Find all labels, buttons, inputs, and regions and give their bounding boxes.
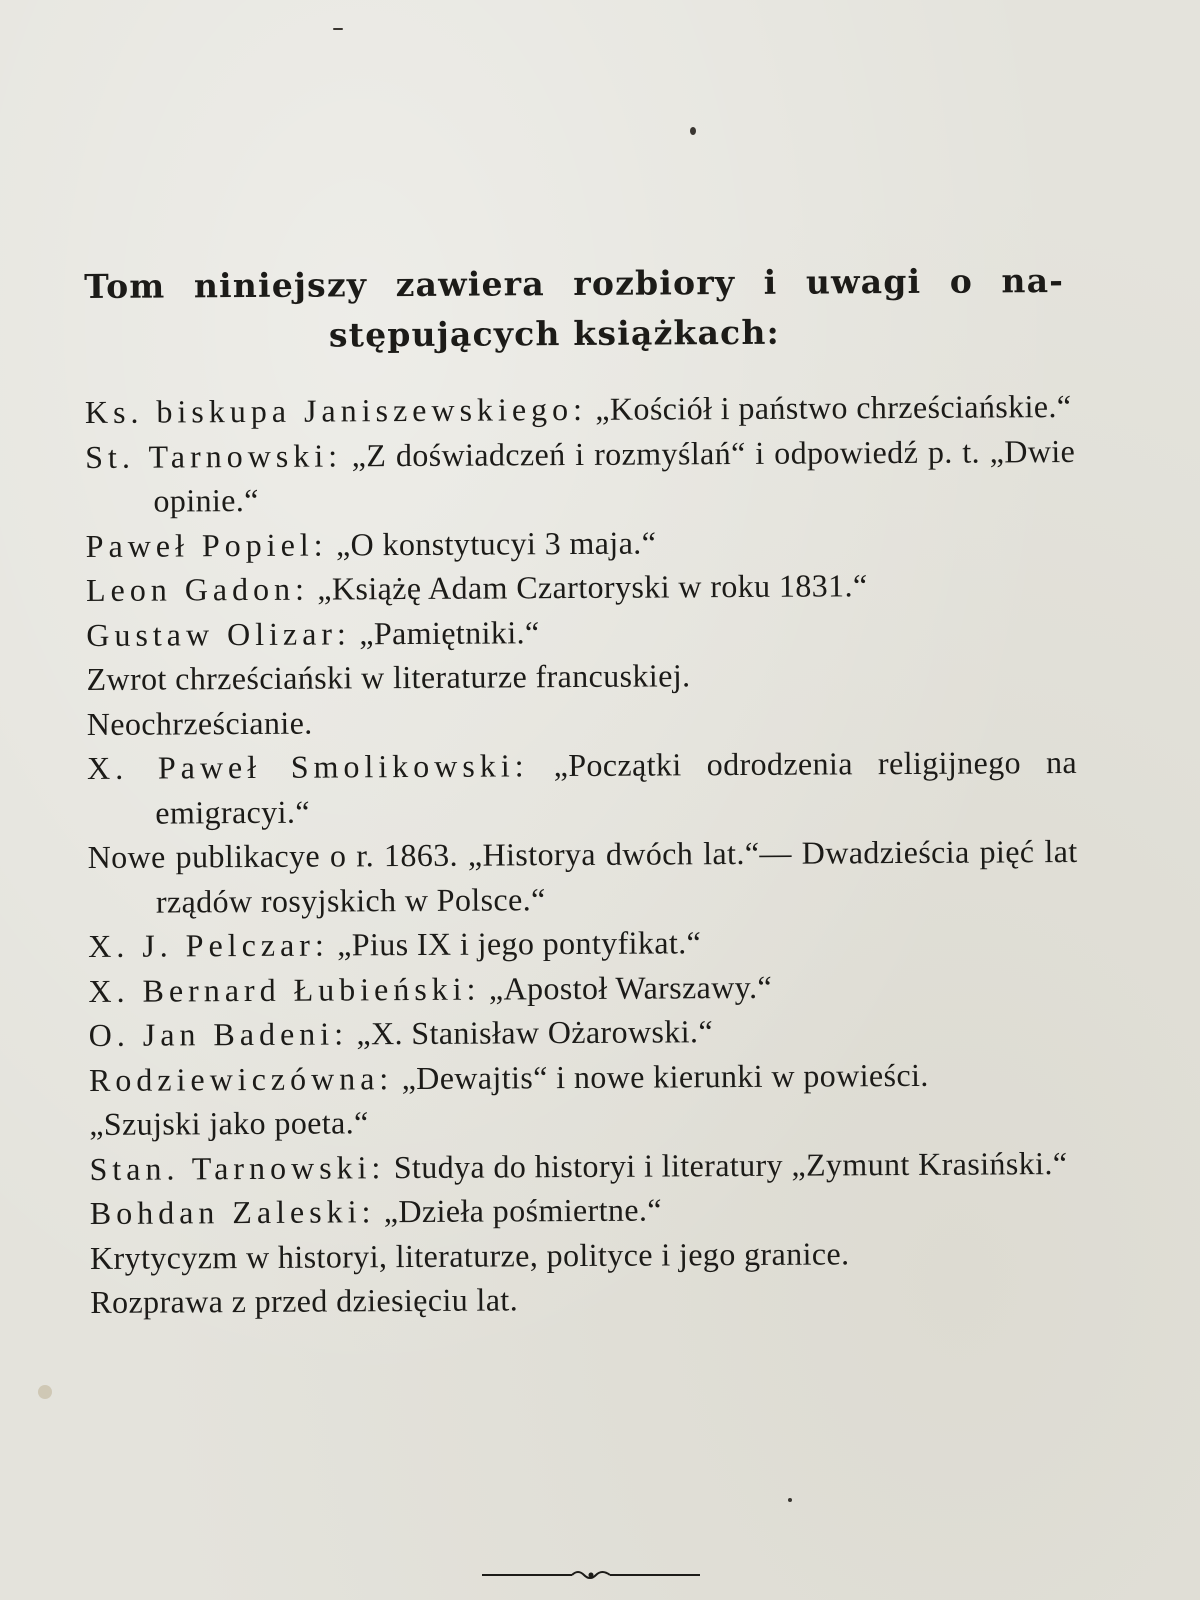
contents-block <box>84 256 1080 1325</box>
list-item <box>86 651 1076 702</box>
entry-author: X. Bernard Łubieński: <box>88 970 481 1009</box>
entry-author: Stan. Tarnowski: <box>89 1148 386 1187</box>
entry-author: Ks. biskupa Janiszewskiego: <box>84 390 588 430</box>
ink-speck <box>690 127 696 135</box>
list-item <box>87 695 1077 746</box>
list-item <box>86 517 1076 568</box>
list-item <box>88 962 1078 1013</box>
entry-author: O. Jan Badeni: <box>88 1015 349 1053</box>
list-item <box>89 1051 1079 1102</box>
list-item <box>89 1096 1079 1147</box>
list-item <box>90 1274 1080 1325</box>
ornament-divider-icon <box>482 1568 700 1582</box>
entry-title: „O konstytucyi 3 maja.“ <box>327 524 657 563</box>
entry-title: „Dzieła pośmiertne.“ <box>375 1191 663 1230</box>
list-item <box>85 384 1075 435</box>
entry-title: „Z doświadczeń i rozmyślań“ i odpowiedź p. t. „Dwie opinie.“ <box>153 432 1076 519</box>
entry-title: „Apostoł Warszawy.“ <box>480 968 773 1007</box>
entry-title: „Dewajtis“ i nowe kierunki w powieści. <box>393 1056 929 1096</box>
paper-stain <box>38 1385 52 1399</box>
entry-title: „Początki odrodzenia religijnego na emigracyi.“ <box>155 743 1078 831</box>
entry-title: Krytycyzm w historyi, literaturze, polityce i jego granice. <box>89 1234 850 1276</box>
entry-author: Leon Gadon: <box>85 570 310 608</box>
book-list <box>85 384 1081 1325</box>
list-item <box>88 918 1078 969</box>
entry-title: „Kościół i państwo chrześciańskie.“ <box>586 387 1072 427</box>
entry-author: X. Paweł Smolikowski: <box>86 747 529 786</box>
entry-title: „Pamiętniki.“ <box>350 613 540 651</box>
entry-author: Paweł Popiel: <box>85 526 328 564</box>
list-item <box>89 1007 1079 1058</box>
entry-title: Neochrześcianie. <box>86 704 313 742</box>
list-item <box>86 606 1076 657</box>
ink-speck <box>333 28 343 30</box>
entry-author: Bohdan Zaleski: <box>89 1193 376 1231</box>
entry-author: St. Tarnowski: <box>85 436 343 475</box>
entry-title: Rozprawa z przed dziesięciu lat. <box>90 1281 519 1320</box>
entry-title: Nowe publikacye o r. 1863. „Historya dwóch lat.“— Dwadzieścia pięć lat rządów rosyjskich w Polsce.“ <box>87 832 1078 920</box>
entry-title: „Szujski jako poeta.“ <box>89 1104 369 1142</box>
entry-author: X. J. Pelczar: <box>88 926 329 964</box>
ink-speck <box>788 1498 792 1502</box>
entry-author: Gustaw Olizar: <box>86 614 351 653</box>
list-item <box>89 1140 1079 1191</box>
entry-title: „Pius IX i jego pontyfikat.“ <box>328 924 702 963</box>
heading-line-1: Tom niniejszy zawiera rozbiory i uwagi o na- <box>84 261 1065 306</box>
list-item <box>90 1185 1080 1236</box>
entry-author: Rodziewiczówna: <box>88 1059 394 1098</box>
list-item <box>87 740 1078 835</box>
page-heading <box>84 256 1075 362</box>
entry-title: „X. Stanisław Ożarowski.“ <box>347 1013 714 1052</box>
entry-title: „Książę Adam Czartoryski w roku 1831.“ <box>308 567 868 607</box>
heading-line-2: stępujących książkach: <box>328 312 781 355</box>
list-item <box>85 428 1076 523</box>
entry-title: Zwrot chrześciański w literaturze francuskiej. <box>86 657 691 697</box>
list-item <box>88 829 1079 924</box>
list-item <box>86 562 1076 613</box>
list-item <box>90 1229 1080 1280</box>
entry-title: Studya do historyi i literatury „Zymunt Krasiński.“ <box>385 1144 1068 1185</box>
